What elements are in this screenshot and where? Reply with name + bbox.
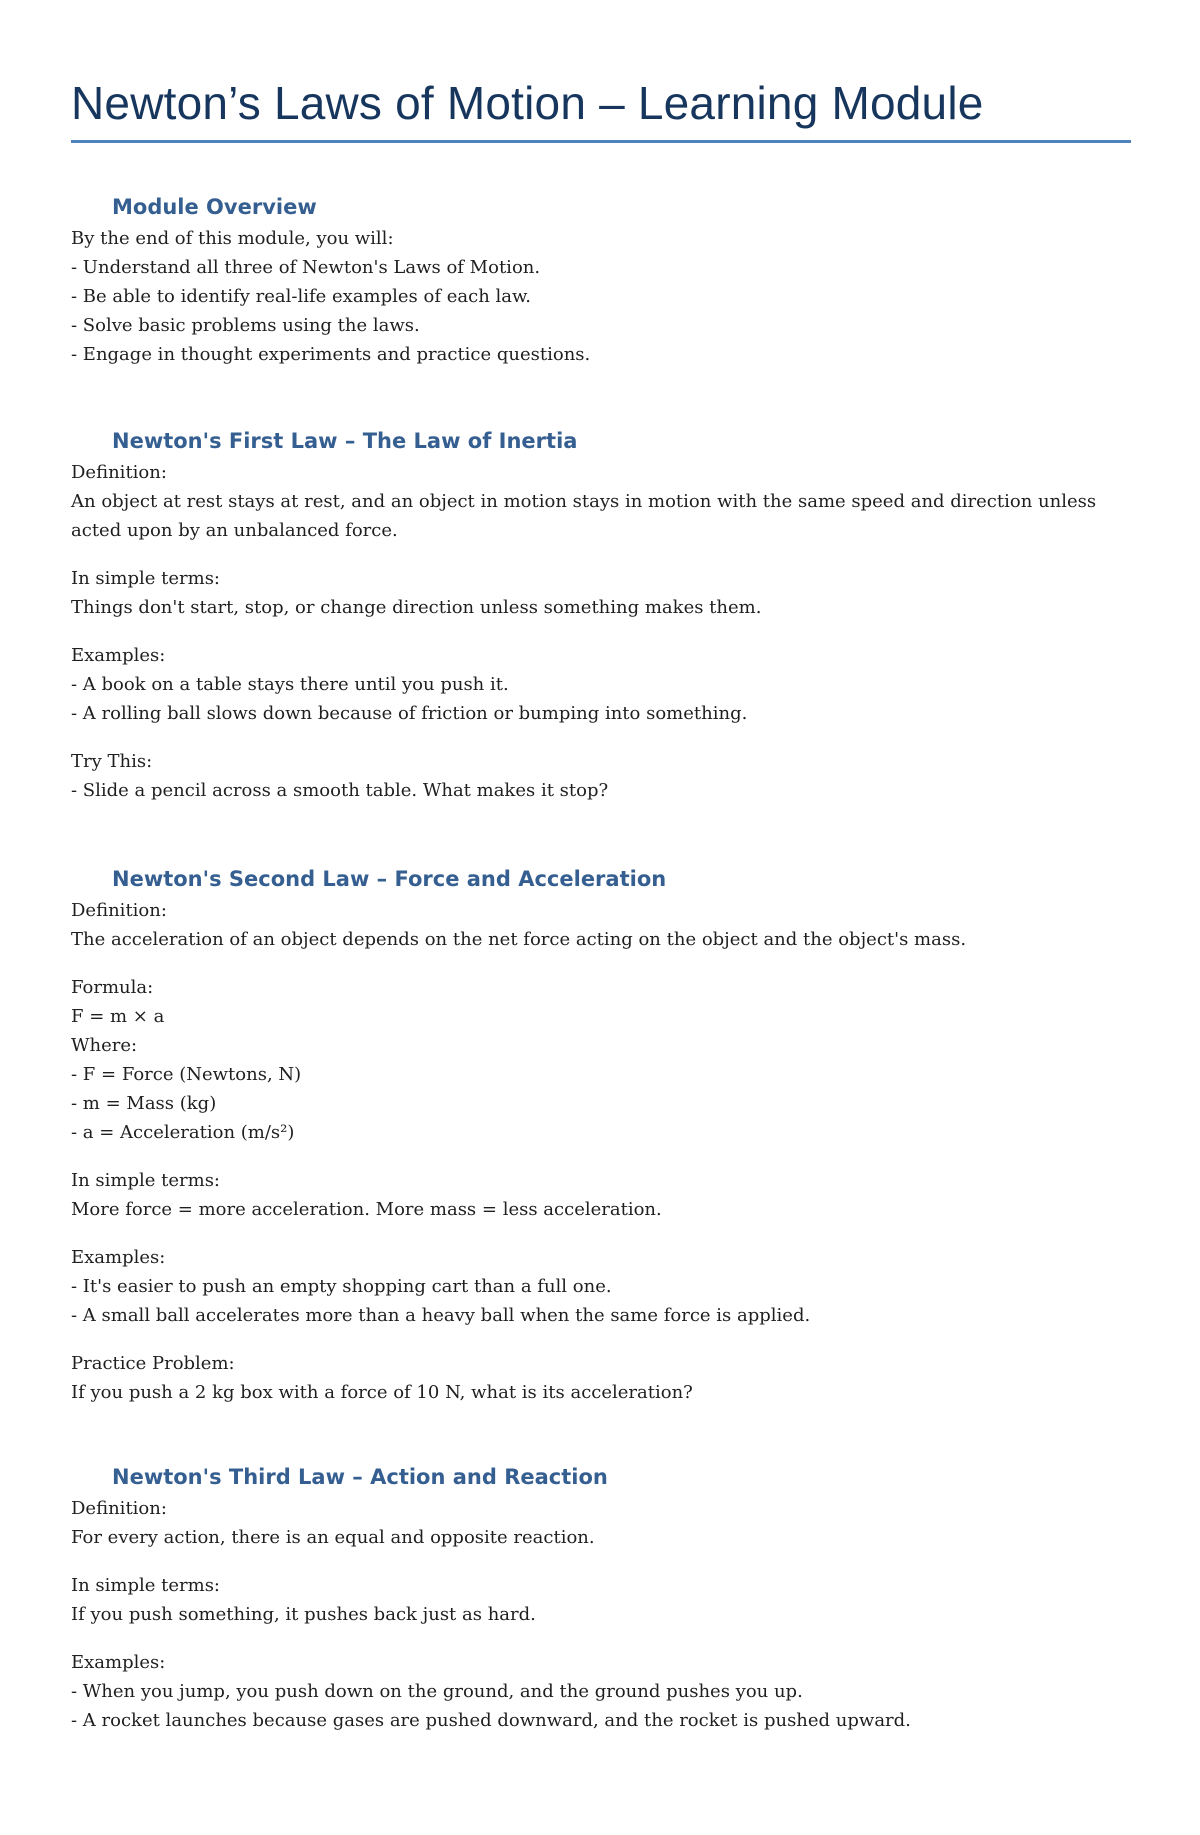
list-item: - Engage in thought experiments and practice questions.	[71, 344, 591, 365]
first-law-simple	[71, 564, 1131, 622]
definition-text: For every action, there is an equal and opposite reaction.	[71, 1527, 595, 1548]
list-item: - Be able to identify real-life examples of each law.	[71, 286, 532, 307]
simple-terms-text: If you push something, it pushes back just as hard.	[71, 1604, 536, 1625]
second-law-definition	[71, 896, 1131, 954]
third-law-examples	[71, 1648, 1131, 1735]
examples-label: Examples:	[71, 1652, 166, 1673]
second-law-examples	[71, 1243, 1131, 1330]
formula-label: Formula:	[71, 977, 154, 998]
second-law-practice	[71, 1349, 1131, 1407]
list-item: - A book on a table stays there until you push it.	[71, 674, 509, 695]
simple-terms-label: In simple terms:	[71, 1170, 221, 1191]
examples-label: Examples:	[71, 645, 166, 666]
first-law-section	[71, 427, 1131, 805]
list-item: - F = Force (Newtons, N)	[71, 1064, 302, 1085]
list-item: - When you jump, you push down on the ground, and the ground pushes you up.	[71, 1681, 803, 1702]
overview-intro: By the end of this module, you will:	[71, 228, 394, 249]
simple-terms-label: In simple terms:	[71, 1575, 221, 1596]
list-item: - It's easier to push an empty shopping cart than a full one.	[71, 1276, 612, 1297]
list-item: - A rolling ball slows down because of friction or bumping into something.	[71, 703, 748, 724]
practice-problem-label: Practice Problem:	[71, 1353, 235, 1374]
overview-body	[71, 224, 1131, 369]
third-law-section	[71, 1463, 1131, 1735]
definition-text: The acceleration of an object depends on the net force acting on the object and the object's mass.	[71, 929, 967, 950]
second-law-formula	[71, 973, 1131, 1147]
second-law-heading: Newton's Second Law – Force and Acceleration	[112, 867, 667, 891]
where-label: Where:	[71, 1035, 138, 1056]
definition-label: Definition:	[71, 462, 167, 483]
definition-label: Definition:	[71, 900, 167, 921]
examples-label: Examples:	[71, 1247, 166, 1268]
try-this-label: Try This:	[71, 751, 153, 772]
overview-heading: Module Overview	[112, 195, 317, 219]
third-law-simple	[71, 1571, 1131, 1629]
document-title: Newton’s Laws of Motion – Learning Module	[71, 77, 984, 129]
second-law-simple	[71, 1166, 1131, 1224]
list-item: - Understand all three of Newton's Laws of Motion.	[71, 257, 541, 278]
title-underline	[71, 140, 1131, 143]
list-item: - A small ball accelerates more than a heavy ball when the same force is applied.	[71, 1305, 811, 1326]
first-law-definition	[71, 458, 1131, 545]
formula-text: F = m × a	[71, 1006, 165, 1027]
simple-terms-text: Things don't start, stop, or change direction unless something makes them.	[71, 597, 762, 618]
simple-terms-label: In simple terms:	[71, 568, 221, 589]
simple-terms-text: More force = more acceleration. More mass = less acceleration.	[71, 1199, 662, 1220]
first-law-try-this	[71, 747, 1131, 805]
definition-text: An object at rest stays at rest, and an object in motion stays in motion with the same speed and direction unless acted upon by an unbalanced force.	[71, 491, 1097, 541]
third-law-heading: Newton's Third Law – Action and Reaction	[112, 1465, 608, 1489]
definition-label: Definition:	[71, 1498, 167, 1519]
document-page	[71, 0, 1131, 1735]
third-law-definition	[71, 1494, 1131, 1552]
list-item: - m = Mass (kg)	[71, 1093, 217, 1114]
second-law-section	[71, 865, 1131, 1407]
list-item: - a = Acceleration (m/s²)	[71, 1122, 295, 1143]
practice-problem-text: If you push a 2 kg box with a force of 10 N, what is its acceleration?	[71, 1382, 693, 1403]
list-item: - Solve basic problems using the laws.	[71, 315, 420, 336]
list-item: - A rocket launches because gases are pushed downward, and the rocket is pushed upward.	[71, 1710, 911, 1731]
try-this-text: - Slide a pencil across a smooth table. What makes it stop?	[71, 780, 609, 801]
first-law-examples	[71, 641, 1131, 728]
first-law-heading: Newton's First Law – The Law of Inertia	[112, 429, 578, 453]
overview-section	[71, 193, 1131, 369]
